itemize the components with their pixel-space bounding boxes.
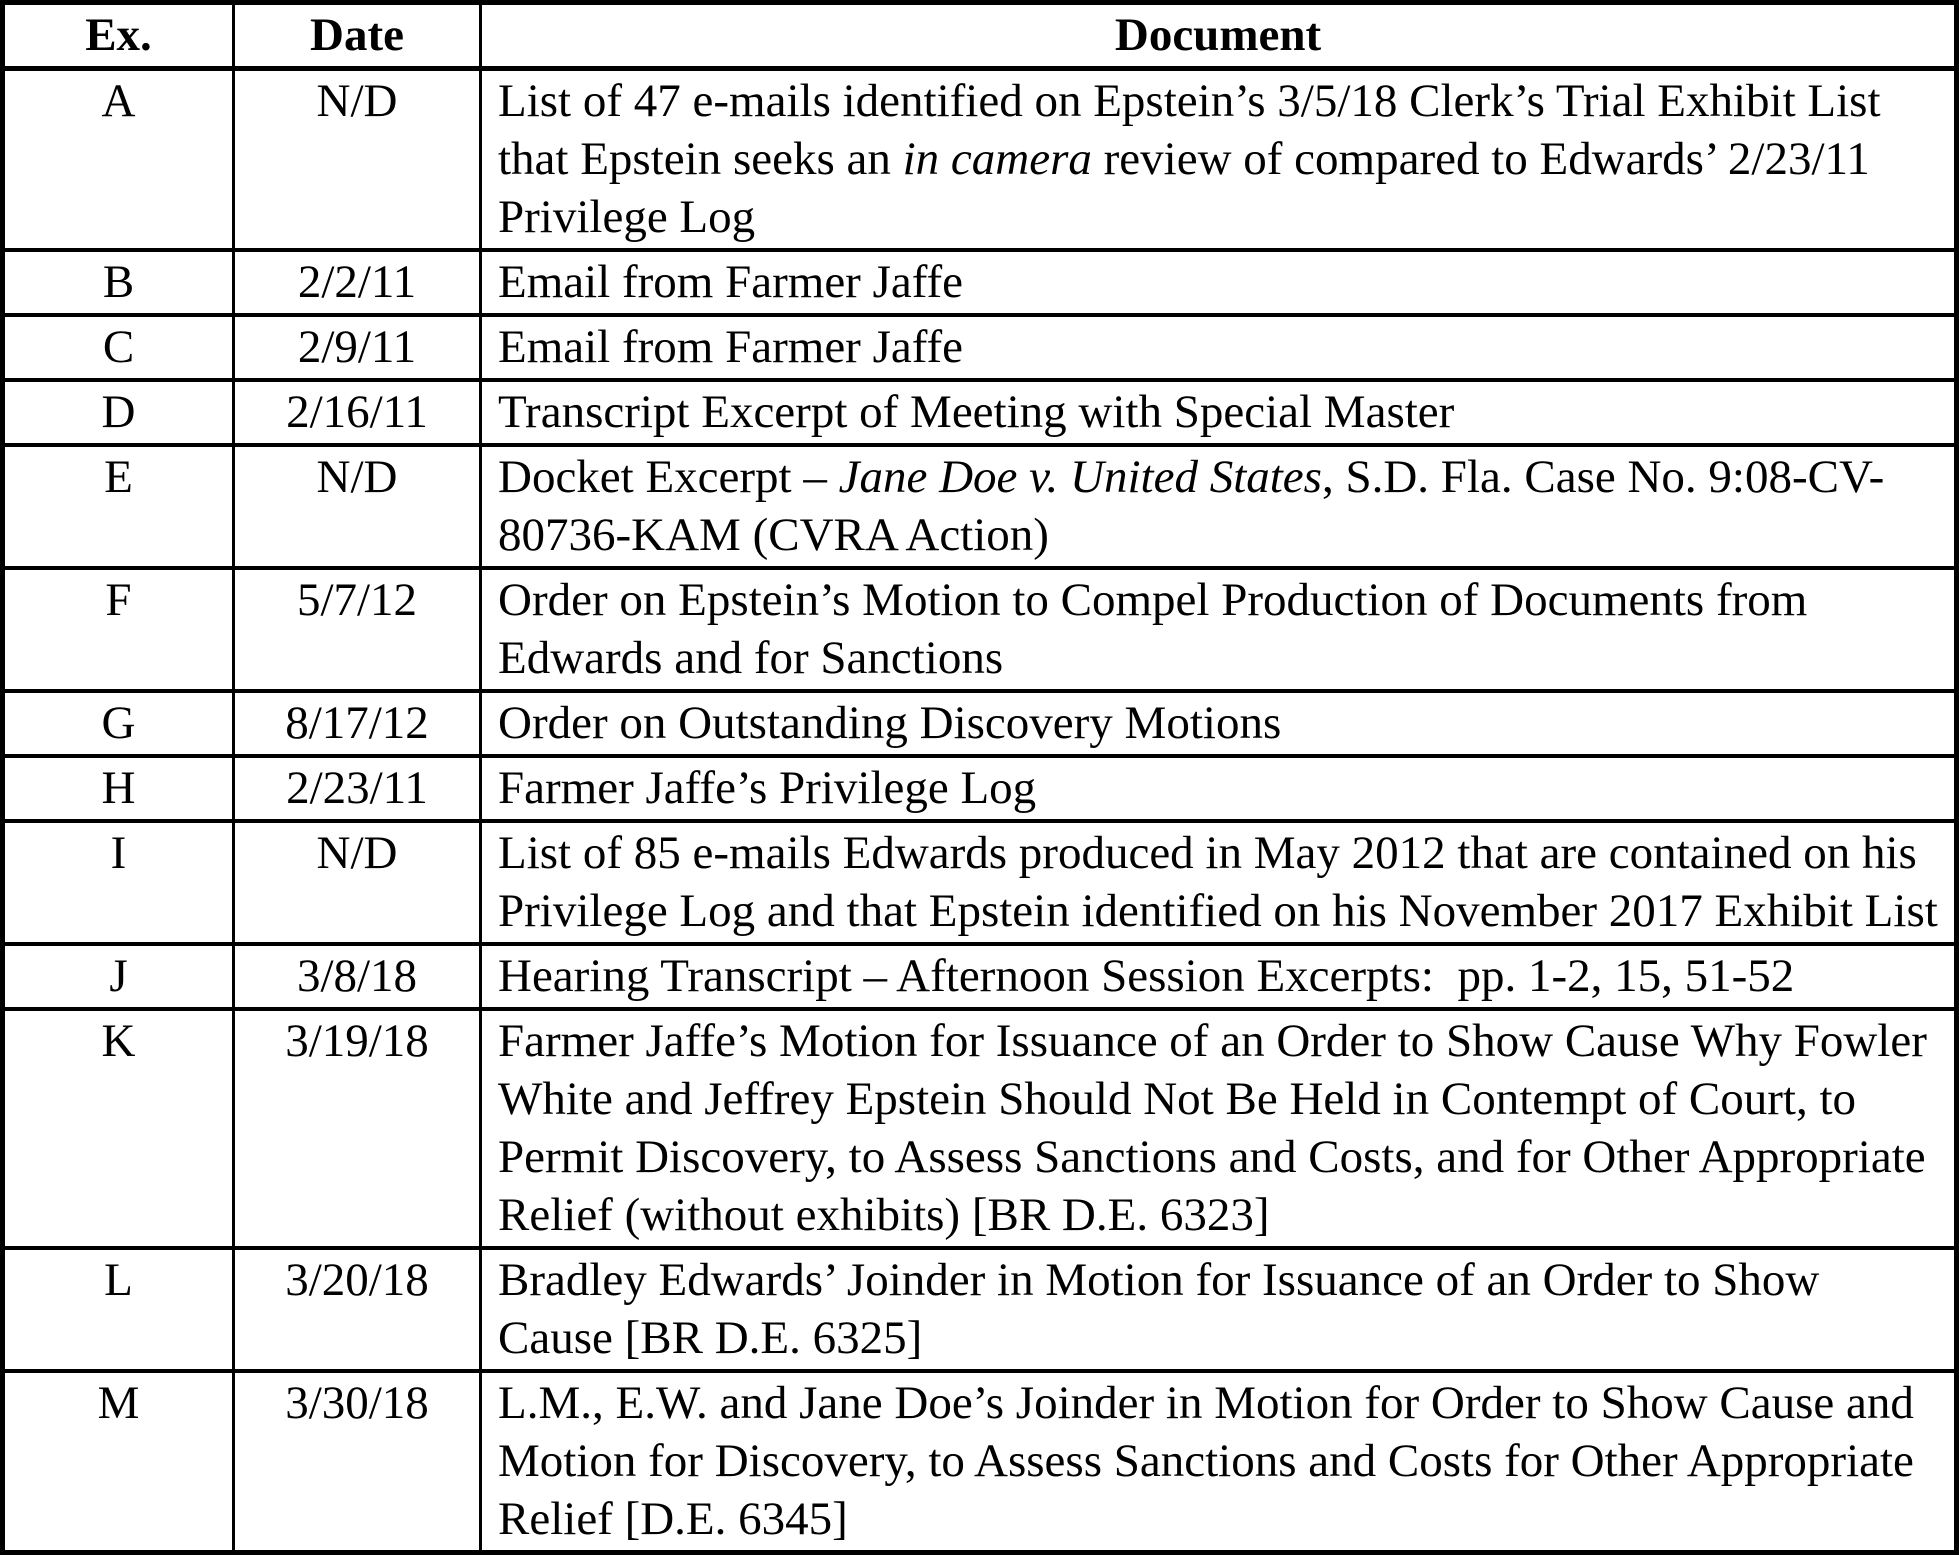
exhibit-date: 2/23/11 — [234, 756, 481, 821]
document-text-italic: Jane Doe v. United States — [838, 451, 1322, 503]
exhibit-date: 3/30/18 — [234, 1371, 481, 1553]
header-date: Date — [234, 3, 481, 69]
exhibit-date: 2/16/11 — [234, 380, 481, 445]
exhibit-document — [481, 445, 1957, 568]
table-row-l — [3, 1248, 1957, 1371]
table-row-i — [3, 821, 1957, 944]
document-text: Farmer Jaffe’s Motion for Issuance of an Order to Show Cause Why Fowler White and Jeffrey Epstein Should Not Be Held in Contempt of Court, to Permit Discovery, to Assess Sanctions and Costs, and for Other Appropriate Relief (without exhibits) [BR D.E. 6323] — [498, 1015, 1938, 1241]
table-header-row — [3, 3, 1957, 69]
exhibit-document — [481, 69, 1957, 251]
document-text: review of compared to Edwards’ 2/23/11 Privilege Log — [498, 133, 1882, 243]
exhibit-letter: B — [3, 250, 234, 315]
table-row-m — [3, 1371, 1957, 1553]
header-ex: Ex. — [3, 3, 234, 69]
document-text: List of 47 e-mails identified on Epstein’s 3/5/18 Clerk’s Trial Exhibit List that Epstein seeks an — [498, 75, 1893, 185]
document-text: Email from Farmer Jaffe — [498, 321, 964, 373]
exhibit-document — [481, 691, 1957, 756]
document-text: L.M., E.W. and Jane Doe’s Joinder in Motion for Order to Show Cause and Motion for Discovery, to Assess Sanctions and Costs for Other Appropriate Relief [D.E. 6345] — [498, 1377, 1926, 1545]
table-row-a — [3, 69, 1957, 251]
exhibit-letter: C — [3, 315, 234, 380]
table-row-f — [3, 568, 1957, 691]
document-text: List of 85 e-mails Edwards produced in May 2012 that are contained on his Privilege Log and that Epstein identified on his November 2017 Exhibit List — [498, 827, 1938, 937]
exhibit-date: 2/2/11 — [234, 250, 481, 315]
exhibit-date: N/D — [234, 821, 481, 944]
exhibit-document — [481, 250, 1957, 315]
document-text: Order on Epstein’s Motion to Compel Production of Documents from Edwards and for Sanctions — [498, 574, 1820, 684]
table-row-d — [3, 380, 1957, 445]
table-row-k — [3, 1009, 1957, 1248]
document-text: Farmer Jaffe’s Privilege Log — [498, 762, 1037, 814]
exhibit-document — [481, 756, 1957, 821]
exhibit-document — [481, 1371, 1957, 1553]
document-text: , S.D. Fla. Case No. 9:08-CV-80736-KAM (CVRA Action) — [498, 451, 1885, 561]
exhibit-letter: M — [3, 1371, 234, 1553]
table-row-h — [3, 756, 1957, 821]
table-row-j — [3, 944, 1957, 1009]
table-row-c — [3, 315, 1957, 380]
exhibit-date: 5/7/12 — [234, 568, 481, 691]
exhibit-document — [481, 1248, 1957, 1371]
exhibit-document — [481, 315, 1957, 380]
exhibit-document — [481, 944, 1957, 1009]
document-text: Docket Excerpt – — [498, 451, 839, 503]
exhibit-letter: I — [3, 821, 234, 944]
table-row-e — [3, 445, 1957, 568]
exhibit-letter: H — [3, 756, 234, 821]
exhibit-letter: D — [3, 380, 234, 445]
exhibit-date: 3/19/18 — [234, 1009, 481, 1248]
exhibit-date: 2/9/11 — [234, 315, 481, 380]
table-row-g — [3, 691, 1957, 756]
exhibit-letter: G — [3, 691, 234, 756]
exhibit-letter: K — [3, 1009, 234, 1248]
exhibit-document — [481, 821, 1957, 944]
document-text: Order on Outstanding Discovery Motions — [498, 697, 1282, 749]
document-text: Bradley Edwards’ Joinder in Motion for Issuance of an Order to Show Cause [BR D.E. 6325] — [498, 1254, 1832, 1364]
exhibit-date: 3/8/18 — [234, 944, 481, 1009]
exhibit-letter: A — [3, 69, 234, 251]
exhibit-letter: J — [3, 944, 234, 1009]
exhibit-table-body — [3, 69, 1957, 1553]
exhibit-date: N/D — [234, 69, 481, 251]
exhibit-date: 3/20/18 — [234, 1248, 481, 1371]
table-row-b — [3, 250, 1957, 315]
document-text: Hearing Transcript – Afternoon Session Excerpts: pp. 1-2, 15, 51-52 — [498, 950, 1795, 1002]
document-text: Transcript Excerpt of Meeting with Special Master — [498, 386, 1455, 438]
document-text-italic: in camera — [902, 133, 1092, 185]
exhibit-letter: E — [3, 445, 234, 568]
exhibit-document — [481, 568, 1957, 691]
exhibit-letter: F — [3, 568, 234, 691]
exhibit-document — [481, 1009, 1957, 1248]
exhibit-date: N/D — [234, 445, 481, 568]
document-text: Email from Farmer Jaffe — [498, 256, 964, 308]
exhibit-letter: L — [3, 1248, 234, 1371]
header-document: Document — [481, 3, 1957, 69]
exhibit-document — [481, 380, 1957, 445]
exhibit-date: 8/17/12 — [234, 691, 481, 756]
